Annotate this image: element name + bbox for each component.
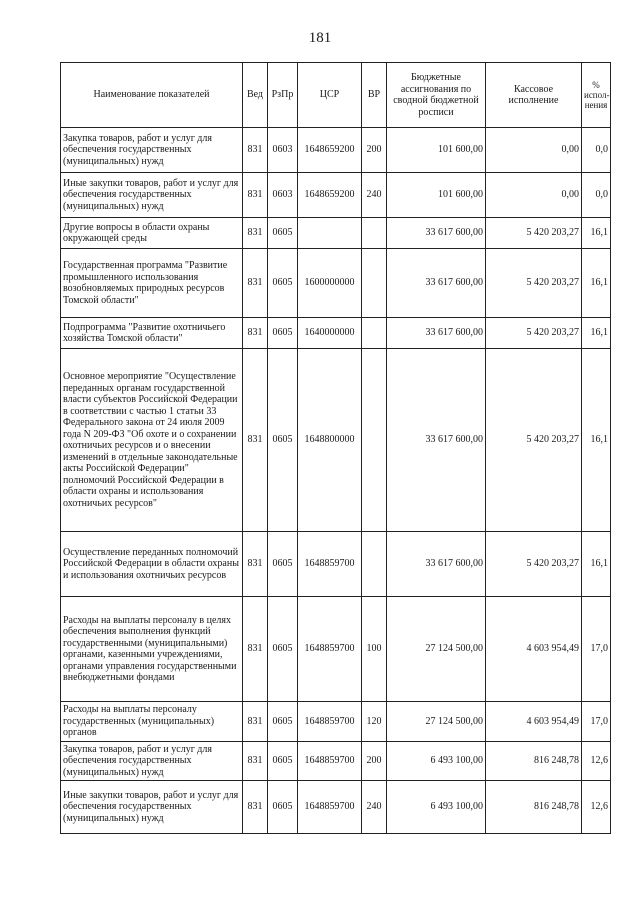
table-row [61, 597, 611, 702]
cell-name: Другие вопросы в области охраны окружающей среды [61, 218, 243, 249]
header-cash: Кассовое исполнение [486, 63, 582, 128]
table-header-row [61, 63, 611, 128]
cell-budget: 101 600,00 [387, 173, 486, 218]
cell-pct: 0,0 [582, 173, 611, 218]
cell-name: Расходы на выплаты персоналу государственных (муниципальных) органов [61, 702, 243, 742]
table-row [61, 173, 611, 218]
cell-pct: 16,1 [582, 532, 611, 597]
cell-csr: 1600000000 [298, 249, 362, 318]
cell-name: Основное мероприятие "Осуществление переданных органам государственной власти субъектов Российской Федерации в соответствии с частью 1 статьи 33 Федерального закона от 24 июля 2009 года N 209-ФЗ "Об охоте и о сохранении охотничьих ресурсов и о внесении изменений в отдельные законодательные акты Российской Федерации" полномочий Российской Федерации в области охраны и использования охотничьих ресурсов" [61, 349, 243, 532]
cell-rzpr: 0605 [268, 702, 298, 742]
cell-rzpr: 0605 [268, 741, 298, 781]
cell-vr [362, 318, 387, 349]
cell-csr: 1648859700 [298, 741, 362, 781]
cell-pct: 12,6 [582, 781, 611, 834]
budget-execution-table [60, 62, 611, 834]
cell-pct: 0,0 [582, 128, 611, 173]
cell-pct: 16,1 [582, 318, 611, 349]
cell-rzpr: 0603 [268, 173, 298, 218]
cell-name: Иные закупки товаров, работ и услуг для обеспечения государственных (муниципальных) нужд [61, 173, 243, 218]
cell-cash: 4 603 954,49 [486, 702, 582, 742]
cell-rzpr: 0605 [268, 218, 298, 249]
cell-csr: 1648659200 [298, 173, 362, 218]
cell-ved: 831 [243, 597, 268, 702]
header-name: Наименование показателей [61, 63, 243, 128]
table-row [61, 128, 611, 173]
cell-cash: 5 420 203,27 [486, 249, 582, 318]
cell-csr: 1648859700 [298, 597, 362, 702]
header-ved: Вед [243, 63, 268, 128]
cell-ved: 831 [243, 218, 268, 249]
cell-cash: 816 248,78 [486, 741, 582, 781]
cell-budget: 33 617 600,00 [387, 249, 486, 318]
cell-name: Расходы на выплаты персоналу в целях обеспечения выполнения функций государственными (муниципальными) органами, казенными учреждениями, органами управления государственными внебюджетными фондами [61, 597, 243, 702]
header-pct: % испол-нения [582, 63, 611, 128]
header-budget: Бюджетные ассигнования по сводной бюджетной росписи [387, 63, 486, 128]
cell-rzpr: 0605 [268, 597, 298, 702]
cell-cash: 4 603 954,49 [486, 597, 582, 702]
cell-pct: 12,6 [582, 741, 611, 781]
header-vr: ВР [362, 63, 387, 128]
cell-vr: 240 [362, 173, 387, 218]
cell-ved: 831 [243, 318, 268, 349]
cell-pct: 16,1 [582, 249, 611, 318]
cell-rzpr: 0605 [268, 249, 298, 318]
cell-vr: 200 [362, 741, 387, 781]
cell-csr: 1648800000 [298, 349, 362, 532]
cell-name: Государственная программа "Развитие промышленного использования возобновляемых природных ресурсов Томской области" [61, 249, 243, 318]
cell-cash: 5 420 203,27 [486, 318, 582, 349]
table-row [61, 532, 611, 597]
cell-cash: 816 248,78 [486, 781, 582, 834]
cell-name: Иные закупки товаров, работ и услуг для обеспечения государственных (муниципальных) нужд [61, 781, 243, 834]
cell-vr [362, 249, 387, 318]
cell-pct: 17,0 [582, 702, 611, 742]
table-row [61, 249, 611, 318]
cell-ved: 831 [243, 249, 268, 318]
cell-pct: 17,0 [582, 597, 611, 702]
header-rzpr: РзПр [268, 63, 298, 128]
table-row [61, 741, 611, 781]
table-row [61, 318, 611, 349]
cell-vr [362, 218, 387, 249]
cell-csr: 1648859700 [298, 702, 362, 742]
cell-ved: 831 [243, 781, 268, 834]
cell-rzpr: 0605 [268, 532, 298, 597]
cell-ved: 831 [243, 532, 268, 597]
cell-vr [362, 349, 387, 532]
cell-budget: 27 124 500,00 [387, 597, 486, 702]
cell-ved: 831 [243, 173, 268, 218]
cell-ved: 831 [243, 741, 268, 781]
cell-vr: 240 [362, 781, 387, 834]
cell-csr: 1648659200 [298, 128, 362, 173]
cell-cash: 5 420 203,27 [486, 349, 582, 532]
cell-budget: 101 600,00 [387, 128, 486, 173]
cell-ved: 831 [243, 702, 268, 742]
cell-budget: 33 617 600,00 [387, 218, 486, 249]
cell-rzpr: 0605 [268, 349, 298, 532]
table-row [61, 218, 611, 249]
cell-pct: 16,1 [582, 218, 611, 249]
cell-rzpr: 0603 [268, 128, 298, 173]
cell-rzpr: 0605 [268, 318, 298, 349]
cell-vr: 100 [362, 597, 387, 702]
cell-cash: 0,00 [486, 173, 582, 218]
cell-vr: 200 [362, 128, 387, 173]
cell-vr: 120 [362, 702, 387, 742]
cell-budget: 33 617 600,00 [387, 349, 486, 532]
header-csr: ЦСР [298, 63, 362, 128]
cell-rzpr: 0605 [268, 781, 298, 834]
cell-csr [298, 218, 362, 249]
cell-name: Осуществление переданных полномочий Российской Федерации в области охраны и использования охотничьих ресурсов [61, 532, 243, 597]
cell-budget: 6 493 100,00 [387, 741, 486, 781]
cell-ved: 831 [243, 128, 268, 173]
page-number: 181 [308, 30, 332, 46]
cell-cash: 5 420 203,27 [486, 532, 582, 597]
cell-budget: 33 617 600,00 [387, 318, 486, 349]
table-row [61, 781, 611, 834]
cell-csr: 1640000000 [298, 318, 362, 349]
cell-csr: 1648859700 [298, 781, 362, 834]
table-row [61, 349, 611, 532]
cell-name: Подпрограмма "Развитие охотничьего хозяйства Томской области" [61, 318, 243, 349]
table-body [61, 128, 611, 834]
cell-cash: 5 420 203,27 [486, 218, 582, 249]
cell-budget: 6 493 100,00 [387, 781, 486, 834]
table-row [61, 702, 611, 742]
cell-cash: 0,00 [486, 128, 582, 173]
cell-vr [362, 532, 387, 597]
cell-budget: 33 617 600,00 [387, 532, 486, 597]
cell-name: Закупка товаров, работ и услуг для обеспечения государственных (муниципальных) нужд [61, 741, 243, 781]
cell-budget: 27 124 500,00 [387, 702, 486, 742]
cell-csr: 1648859700 [298, 532, 362, 597]
cell-ved: 831 [243, 349, 268, 532]
cell-name: Закупка товаров, работ и услуг для обеспечения государственных (муниципальных) нужд [61, 128, 243, 173]
cell-pct: 16,1 [582, 349, 611, 532]
